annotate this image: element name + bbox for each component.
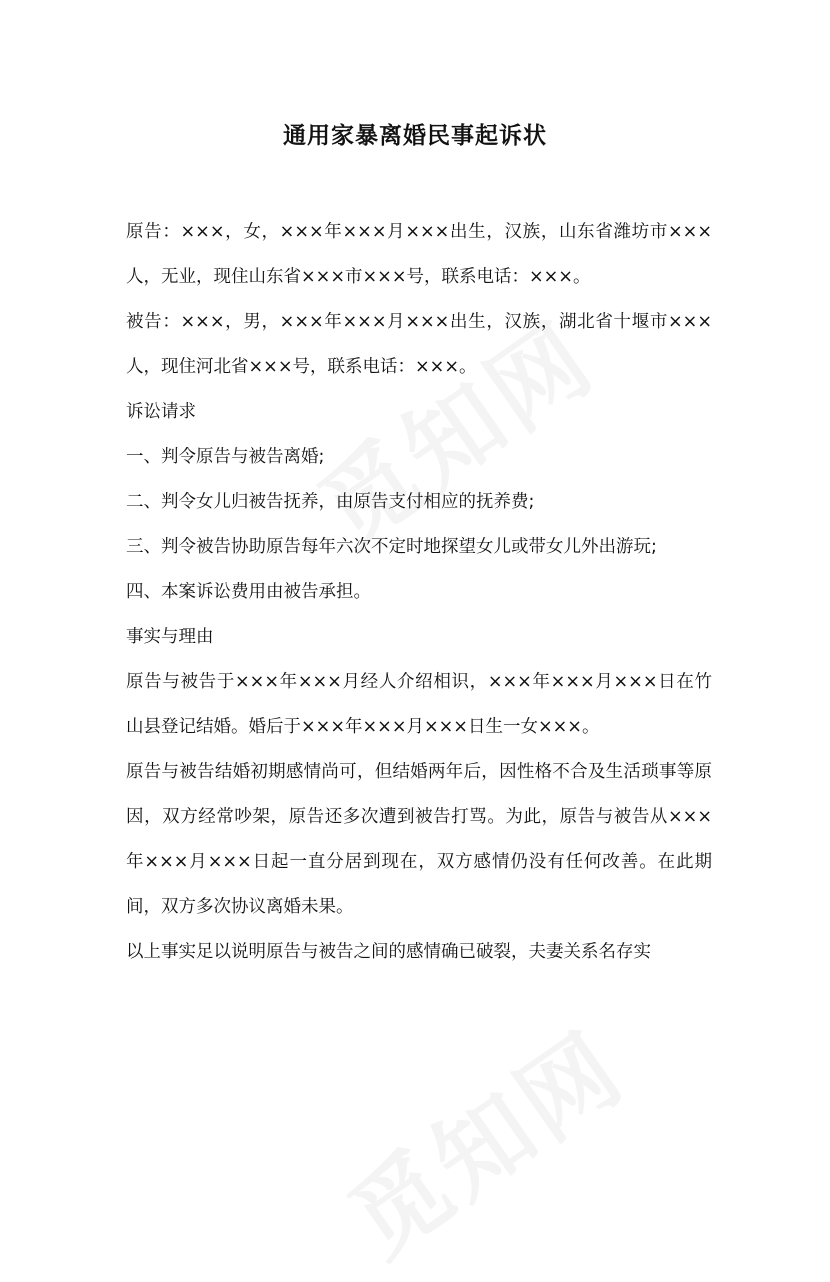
plaintiff-info: 原告：×××，女，×××年×××月×××出生，汉族，山东省潍坊市×××人，无业，现住山东省×××市×××号，联系电话：×××。: [126, 222, 712, 287]
section-heading-facts: 事实与理由: [126, 627, 214, 647]
facts-paragraph: 原告与被告结婚初期感情尚可，但结婚两年后，因性格不合及生活琐事等原因，双方经常吵架，原告还多次遭到被告打骂。为此，原告与被告从×××年×××月×××日起一直分居到现在，双方感情仍没有任何改善。在此期间，双方多次协议离婚未果。: [126, 762, 712, 917]
defendant-info: 被告：×××，男，×××年×××月×××出生，汉族，湖北省十堰市×××人，现住河北省×××号，联系电话：×××。: [126, 312, 712, 377]
claim-item: 一、判令原告与被告离婚;: [126, 447, 325, 467]
claim-item: 三、判令被告协助原告每年六次不定时地探望女儿或带女儿外出游玩;: [126, 537, 657, 557]
facts-paragraph: 原告与被告于×××年×××月经人介绍相识，×××年×××月×××日在竹山县登记结婚。婚后于×××年×××月×××日生一女×××。: [126, 672, 712, 737]
facts-paragraph: 以上事实足以说明原告与被告之间的感情确已破裂，夫妻关系名存实: [126, 942, 651, 962]
document-body: [126, 210, 712, 975]
claim-item: 四、本案诉讼费用由被告承担。: [126, 582, 371, 602]
section-heading-claims: 诉讼请求: [126, 402, 196, 422]
claim-item: 二、判令女儿归被告抚养，由原告支付相应的抚养费;: [126, 492, 535, 512]
watermark: [318, 995, 647, 1282]
document-title: 通用家暴离婚民事起诉状: [283, 123, 547, 149]
